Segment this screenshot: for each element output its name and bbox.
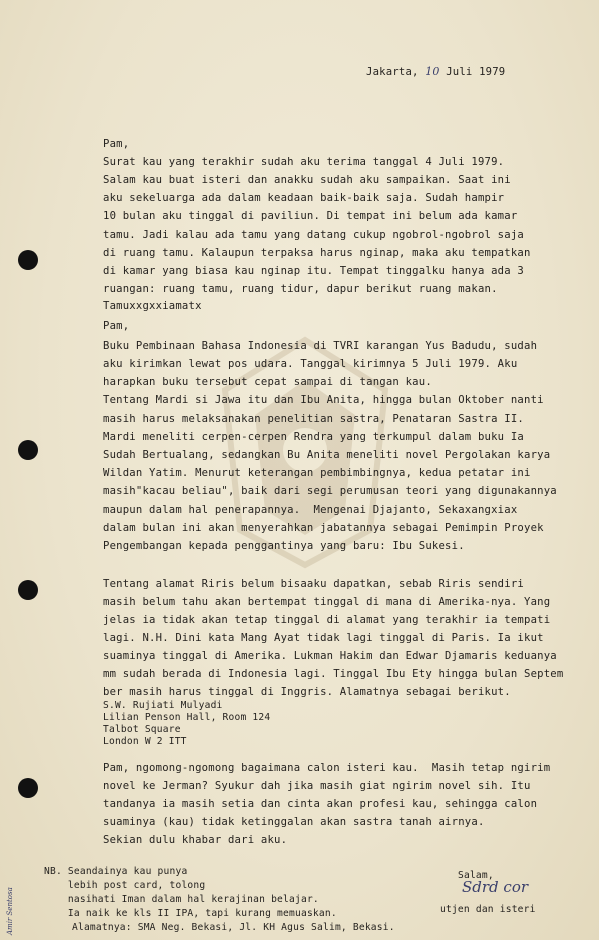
nb-line: NB. Seandainya kau punya xyxy=(44,866,188,877)
p1-line: Salam kau buat isteri dan anakku sudah aku sampaikan. Saat ini xyxy=(103,174,511,186)
p2-line: dalam bulan ini akan menyerahkan jabatannya sebagai Pemimpin Proyek xyxy=(103,522,544,534)
p2-line: Tentang Mardi si Jawa itu dan Ibu Anita, hingga bulan Oktober nanti xyxy=(103,394,544,406)
p1-line: di ruang tamu. Kalaupun terpaksa harus nginap, maka aku tempatkan xyxy=(103,247,531,259)
p4-line: novel ke Jerman? Syukur dah jika masih giat ngirim novel sih. Itu xyxy=(103,780,531,792)
p1-struck-line: Tamuxxgxxiamatx xyxy=(103,300,202,312)
punch-hole-2 xyxy=(18,440,38,460)
punch-hole-1 xyxy=(18,250,38,270)
p2-line: aku kirimkan lewat pos udara. Tanggal kirimnya 5 Juli 1979. Aku xyxy=(103,358,518,370)
punch-hole-4 xyxy=(18,778,38,798)
address-line: S.W. Rujiati Mulyadi xyxy=(103,700,223,711)
p3-line: mm sudah berada di Indonesia lagi. Tinggal Ibu Ety hingga bulan Septem xyxy=(103,668,564,680)
p2-line: harapkan buku tersebut cepat sampai di tangan kau. xyxy=(103,376,432,388)
p1-line: Surat kau yang terakhir sudah aku terima tanggal 4 Juli 1979. xyxy=(103,156,505,168)
p3-line: suaminya tinggal di Amerika. Lukman Hakim dan Edwar Djamaris keduanya xyxy=(103,650,557,662)
p1-line: tamu. Jadi kalau ada tamu yang datang cukup ngobrol-ngobrol saja xyxy=(103,229,524,241)
address-line: London W 2 ITT xyxy=(103,736,187,747)
closing-sender: utjen dan isteri xyxy=(440,904,536,915)
greeting-1: Pam, xyxy=(103,138,130,150)
signature: Sdrd cor xyxy=(462,878,529,896)
p3-line: masih belum tahu akan bertempat tinggal di mana di Amerika-nya. Yang xyxy=(103,596,551,608)
p2-line: masih harus melaksanakan penelitian sastra, Penataran Sastra II. xyxy=(103,413,524,425)
p3-line: ber masih harus tinggal di Inggris. Alamatnya sebagai berikut. xyxy=(103,686,511,698)
p3-line: jelas ia tidak akan tetap tinggal di alamat yang terakhir ia tempati xyxy=(103,614,551,626)
closing-salam: Salam, xyxy=(458,870,494,881)
date-place: Jakarta, xyxy=(366,66,419,78)
p3-line: lagi. N.H. Dini kata Mang Ayat tidak lagi tinggal di Paris. Ia ikut xyxy=(103,632,544,644)
p4-line: Sekian dulu khabar dari aku. xyxy=(103,834,288,846)
p3-line: Tentang alamat Riris belum bisaaku dapatkan, sebab Riris sendiri xyxy=(103,578,524,590)
nb-line: nasihati Iman dalam hal kerajinan belajar. xyxy=(44,894,319,905)
nb-line: Ia naik ke kls II IPA, tapi kurang memuaskan. xyxy=(44,908,337,919)
address-line: Talbot Square xyxy=(103,724,181,735)
p1-line: di kamar yang biasa kau nginap itu. Tempat tinggalku hanya ada 3 xyxy=(103,265,524,277)
p1-line: aku sekeluarga ada dalam keadaan baik-baik saja. Sudah hampir xyxy=(103,192,505,204)
p2-line: Pengembangan kepada penggantinya yang baru: Ibu Sukesi. xyxy=(103,540,465,552)
p2-line: Wildan Yatim. Menurut keterangan pembimbingnya, kedua petatar ini xyxy=(103,467,531,479)
p1-line: ruangan: ruang tamu, ruang tidur, dapur berikut ruang makan. xyxy=(103,283,498,295)
nb-line: lebih post card, tolong xyxy=(44,880,206,891)
margin-handwritten-note: Amir Sentosa xyxy=(6,887,14,935)
p2-line: Sudah Bertualang, sedangkan Bu Anita meneliti novel Pergolakan karya xyxy=(103,449,551,461)
date-day: 10 xyxy=(425,65,440,78)
punch-hole-3 xyxy=(18,580,38,600)
p4-line: suaminya (kau) tidak ketinggalan akan sastra tanah airnya. xyxy=(103,816,485,828)
p2-line: maupun dalam hal penerapannya. Mengenai Djajanto, Sekaxangxiax xyxy=(103,504,518,516)
p2-line: masih"kacau beliau", baik dari segi perumusan teori yang digunakannya xyxy=(103,485,557,497)
date-line xyxy=(366,66,505,78)
p4-line: Pam, ngomong-ngomong bagaimana calon isteri kau. Masih tetap ngirim xyxy=(103,762,551,774)
nb-address: Alamatnya: SMA Neg. Bekasi, Jl. KH Agus Salim, Bekasi. xyxy=(72,922,395,933)
p4-line: tandanya ia masih setia dan cinta akan profesi kau, sehingga calon xyxy=(103,798,538,810)
date-month-year: Juli 1979 xyxy=(446,66,506,78)
greeting-2: Pam, xyxy=(103,320,130,332)
p2-line: Mardi meneliti cerpen-cerpen Rendra yang terkumpul dalam buku Ia xyxy=(103,431,524,443)
address-line: Lilian Penson Hall, Room 124 xyxy=(103,712,271,723)
p1-line: 10 bulan aku tinggal di paviliun. Di tempat ini belum ada kamar xyxy=(103,210,518,222)
p2-line: Buku Pembinaan Bahasa Indonesia di TVRI karangan Yus Badudu, sudah xyxy=(103,340,538,352)
